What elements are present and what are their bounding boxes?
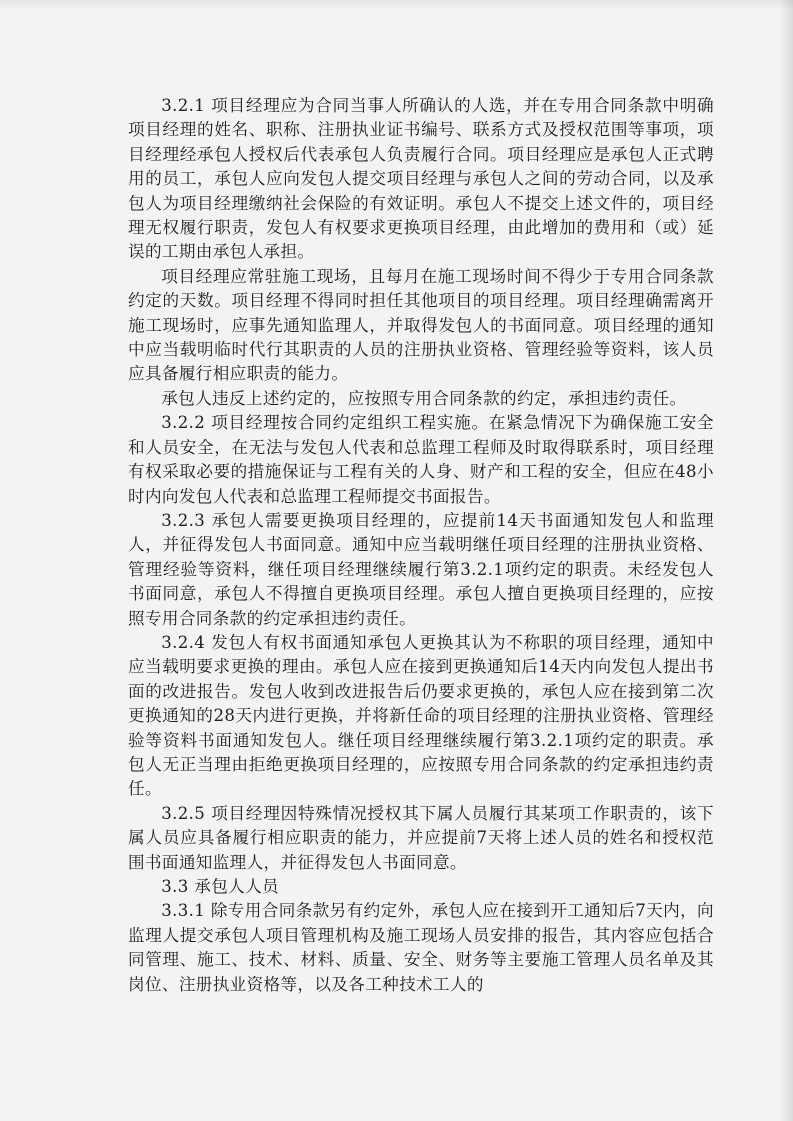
section-heading-3-3: 3.3 承包人人员	[161, 877, 279, 896]
scan-shadow-top	[0, 0, 793, 10]
paragraph-breach-liability: 承包人违反上述约定的，应按照专用合同条款的约定，承担违约责任。	[161, 388, 687, 408]
paragraph-3-2-1: 3.2.1 项目经理应为合同当事人所确认的人选，并在专用合同条款中明确项目经理的姓名、职称、注册执业证书编号、联系方式及授权范围等事项，项目经理经承包人授权后代表承包人负责履行合同。项目经理应是承包人正式聘用的员工，承包人应向发包人提交项目经理与承包人之间的劳动合同，以及承包人为项目经理缴纳社会保险的有效证明。承包人不提交上述文件的，项目经理无权履行职责，发包人有权要求更换项目经理，由此增加的费用和（或）延误的工期由承包人承担。	[128, 96, 714, 262]
paragraph-3-2-3: 3.2.3 承包人需要更换项目经理的，应提前14天书面通知发包人和监理人，并征得发包人书面同意。通知中应当载明继任项目经理的注册执业资格、管理经验等资料，继任项目经理继续履行第3.2.1项约定的职责。未经发包人书面同意，承包人不得擅自更换项目经理。承包人擅自更换项目经理的，应按照专用合同条款的约定承担违约责任。	[128, 510, 714, 628]
paragraph-3-2-2: 3.2.2 项目经理按合同约定组织工程实施。在紧急情况下为确保施工安全和人员安全，在无法与发包人代表和总监理工程师及时取得联系时，项目经理有权采取必要的措施保证与工程有关的人身、财产和工程的安全，但应在48小时内向发包人代表和总监理工程师提交书面报告。	[128, 413, 714, 506]
paragraph-3-3-1: 3.3.1 除专用合同条款另有约定外，承包人应在接到开工通知后7天内，向监理人提交承包人项目管理机构及施工现场人员安排的报告，其内容应包括合同管理、施工、技术、材料、质量、安全、财务等主要施工管理人员名单及其岗位、注册执业资格等，以及各工种技术工人的	[128, 901, 714, 994]
paragraph-pm-onsite: 项目经理应常驻施工现场，且每月在施工现场时间不得少于专用合同条款约定的天数。项目经理不得同时担任其他项目的项目经理。项目经理确需离开施工现场时，应事先通知监理人，并取得发包人的书面同意。项目经理的通知中应当载明临时代行其职责的人员的注册执业资格、管理经验等资料，该人员应具备履行相应职责的能力。	[128, 266, 714, 384]
scan-shadow-right	[779, 0, 793, 1121]
paragraph-3-2-5: 3.2.5 项目经理因特殊情况授权其下属人员履行其某项工作职责的，该下属人员应具备履行相应职责的能力，并应提前7天将上述人员的姓名和授权范围书面通知监理人，并征得发包人书面同意。	[128, 803, 714, 872]
paragraph-3-2-4: 3.2.4 发包人有权书面通知承包人更换其认为不称职的项目经理，通知中应当载明要求更换的理由。承包人应在接到更换通知后14天内向发包人提出书面的改进报告。发包人收到改进报告后仍要求更换的，承包人应在接到第二次更换通知的28天内进行更换，并将新任命的项目经理的注册执业资格、管理经验等资料书面通知发包人。继任项目经理继续履行第3.2.1项约定的职责。承包人无正当理由拒绝更换项目经理的，应按照专用合同条款的约定承担违约责任。	[128, 632, 714, 799]
document-body	[128, 94, 714, 997]
